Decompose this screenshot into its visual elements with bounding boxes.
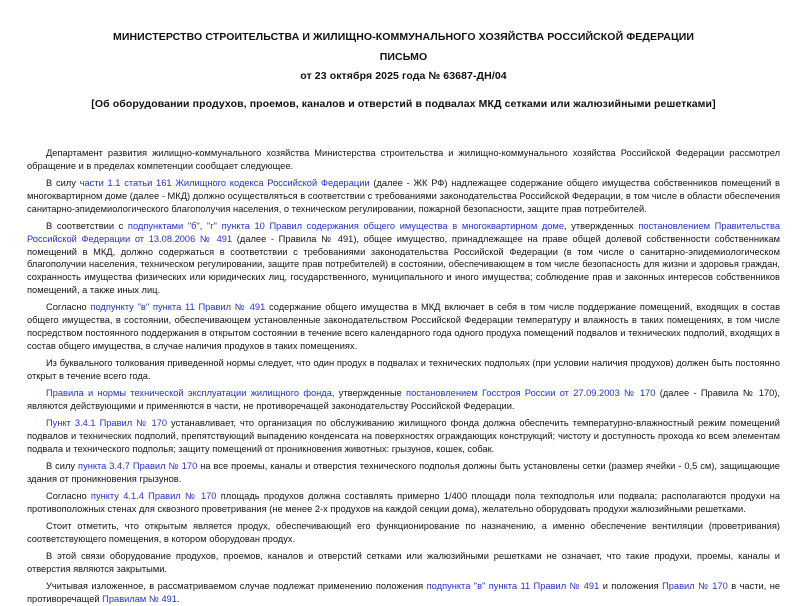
ministry-title: МИНИСТЕРСТВО СТРОИТЕЛЬСТВА И ЖИЛИЩНО-КОММУНАЛЬНОГО ХОЗЯЙСТВА РОССИЙСКОЙ ФЕДЕРАЦИИ	[112, 31, 695, 43]
paragraph-text: .	[176, 594, 180, 605]
paragraph-text: В этой связи оборудование продухов, проемов, каналов и отверстий сетками или жалюзийными решетками не означает, что такие продухи, проемы, каналы и отверстия являются закрытыми.	[27, 551, 780, 575]
paragraph-text: устанавливает, что организация по обслуживанию жилищного фонда должна обеспечить температурно-влажностный режим помещений подвалов и технических подполий, препятствующий выпадению конденсата на поверхностях ограждающих конструкций; чистоту и доступность прохода ко всем элементам подвала и технического подполья; защиту помещений от проникновения животных: грызунов, кошек, собак.	[27, 418, 780, 454]
paragraph	[27, 460, 780, 486]
legal-reference-link[interactable]: Пункт 3.4.1 Правил № 170	[46, 418, 168, 429]
legal-reference-link[interactable]: Правилам № 491	[102, 594, 177, 605]
paragraph-text: Согласно	[46, 302, 91, 313]
paragraph-text: В силу	[46, 178, 80, 189]
paragraph-text: и положения	[599, 581, 663, 592]
paragraph	[27, 520, 780, 546]
legal-reference-link[interactable]: подпунктами "б", "г" пункта 10 Правил содержания общего имущества в многоквартирном доме	[127, 220, 565, 231]
paragraph	[27, 387, 780, 413]
paragraph-text: Стоит отметить, что открытым является продух, обеспечивающий его функционирование по назначению, а именно обеспечение вентиляции (проветривания) соответствующего помещения, в котором оборудован продух.	[27, 521, 780, 545]
paragraph	[27, 177, 780, 215]
legal-reference-link[interactable]: подпункта "в" пункта 11 Правил № 491	[426, 581, 600, 592]
legal-reference-link[interactable]: Правила и нормы технической эксплуатации жилищного фонда	[46, 388, 332, 399]
paragraph-text: Учитывая изложенное, в рассматриваемом случае подлежат применению положения	[46, 581, 427, 592]
document-date-number: от 23 октября 2025 года № 63687-ДН/04	[300, 70, 507, 82]
document-header	[27, 31, 780, 111]
paragraph	[27, 147, 780, 173]
legal-reference-link[interactable]: постановлением Правительства Российской Федерации от 13.08.2006 № 491	[27, 220, 780, 244]
legal-reference-link[interactable]: пункта 3.4.7 Правил № 170	[78, 461, 198, 472]
paragraph-text: Из буквального толкования приведенной нормы следует, что один продух в подвалах и технических подпольях (при условии наличия продухов) должен быть постоянно открыт в течение всего года.	[27, 357, 780, 381]
paragraph-text: (далее - ЖК РФ) надлежащее содержание общего имущества собственников помещений в многоквартирном доме (далее - МКД) должно осуществляться в соответствии с требованиями законодательства Российской Федерации, в том числе в области обеспечения санитарно-эпидемиологического благополучия населения, о техническом регулировании, пожарной безопасности, защите прав потребителей.	[27, 178, 780, 214]
paragraph-text: (далее - Правила № 491), общее имущество, принадлежащее на праве общей долевой собственности собственникам помещений в МКД, должно содержаться в соответствии с требованиями законодательства Российской Федерации (в том числе о санитарно-эпидемиологическом благополучии населения, техническом регулировании, защите прав потребителей) в состоянии, обеспечивающем в том числе безопасность для жизни и здоровья граждан, сохранность имущества физических или юридических лиц, государственного, муниципального и иного имущества; соблюдение прав и законных интересов собственников помещений, а также иных лиц.	[27, 233, 780, 295]
paragraph-text: Согласно	[46, 491, 91, 502]
paragraph	[27, 580, 780, 606]
paragraph-text: , утвержденных	[564, 220, 639, 231]
paragraph	[27, 417, 780, 455]
document-body	[27, 147, 780, 606]
legal-reference-link[interactable]: части 1.1 статьи 161 Жилищного кодекса Российской Федерации	[79, 178, 370, 189]
paragraph-text: В силу	[46, 461, 79, 472]
document-type: ПИСЬМО	[379, 51, 428, 63]
paragraph-text: содержание общего имущества в МКД включает в себя в том числе поддержание помещений, входящих в состав общего имущества, в состоянии, обеспечивающем установленные законодательством Российской Федерации температуру и влажность в таких помещениях, в том числе посредством постоянного поддержания в открытом состоянии в течение всего календарного года одного продуха помещений подвалов и технических подполий, входящих в состав общего имущества, в случае наличия продухов в таких помещениях.	[27, 302, 781, 351]
paragraph	[27, 357, 780, 383]
legal-reference-link[interactable]: постановлением Госстроя России от 27.09.2003 № 170	[406, 388, 656, 399]
paragraph-text: площадь продухов должна составлять примерно 1/400 площади пола техподполья или подвала; располагаются продухи на противоположных стенах для сквозного проветривания (не менее 2-х продухов на каждой секции дома), желательно оборудовать продухи жалюзийными решетками.	[27, 491, 780, 514]
paragraph	[27, 550, 780, 576]
paragraph	[27, 220, 780, 297]
paragraph-text: на все проемы, каналы и отверстия технического подполья должны быть установлены сетки (размер ячейки - 0,5 см), защищающие здания от проникновения грызунов.	[27, 461, 780, 484]
legal-reference-link[interactable]: Правил № 170	[662, 581, 728, 592]
paragraph	[27, 490, 780, 516]
paragraph-text: в части, не противоречащей	[27, 581, 780, 605]
paragraph-text: , утвержденные	[331, 388, 407, 399]
document-subject: [Об оборудовании продухов, проемов, каналов и отверстий в подвалах МКД сетками или жалюзийными решетками]	[91, 98, 716, 110]
paragraph-text: Департамент развития жилищно-коммунального хозяйства Министерства строительства и жилищно-коммунального хозяйства Российской Федерации рассмотрел обращение и в пределах компетенции сообщает следующее.	[27, 148, 780, 171]
legal-reference-link[interactable]: пункту 4.1.4 Правил № 170	[90, 491, 217, 502]
paragraph-text: В соответствии с	[46, 220, 128, 231]
legal-reference-link[interactable]: подпункту "в" пункта 11 Правил № 491	[90, 302, 266, 313]
paragraph	[27, 301, 780, 352]
paragraph-text: (далее - Правила № 170), являются действующими и применяются в части, не противоречащей законодательству Российской Федерации.	[27, 388, 780, 411]
